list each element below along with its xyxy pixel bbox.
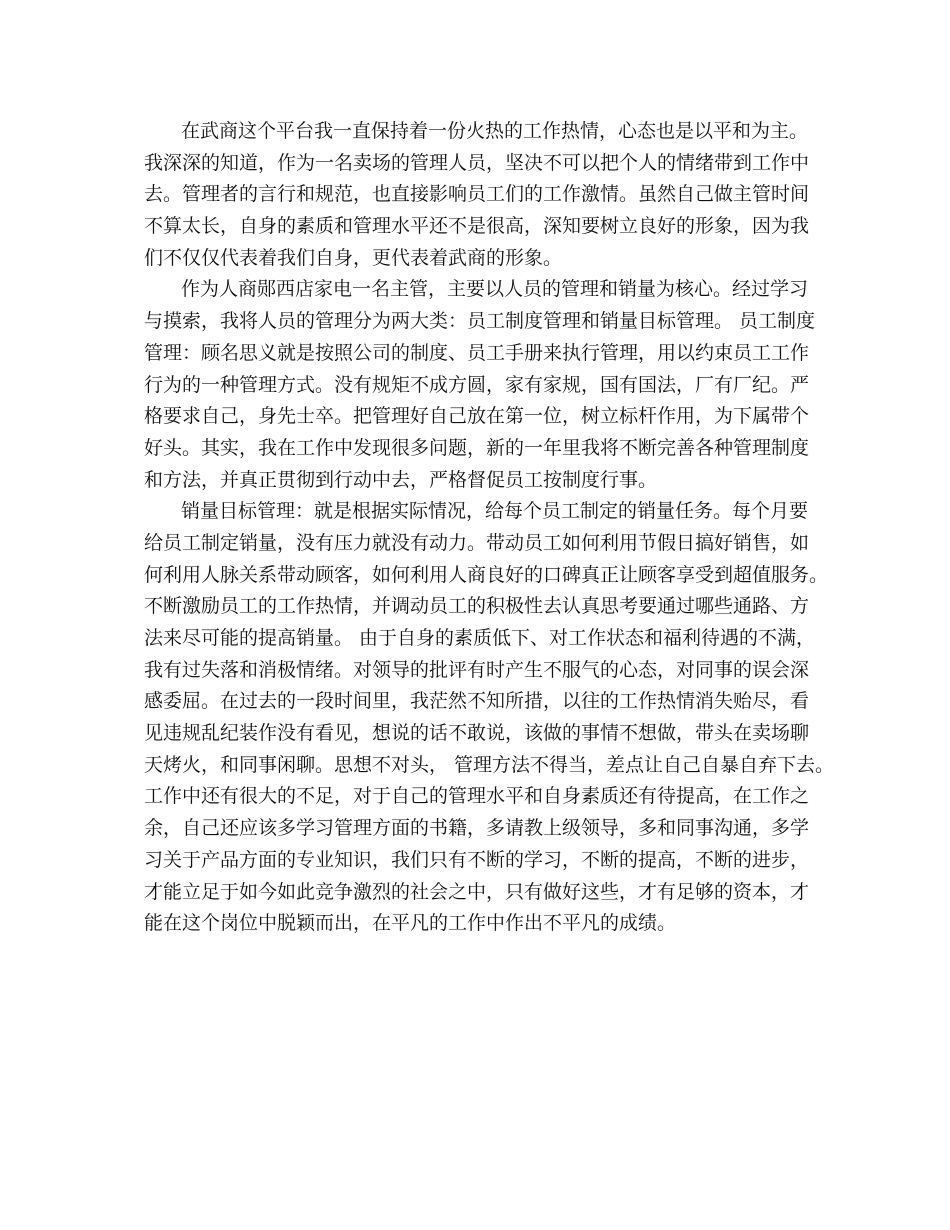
- paragraph-3-line-9: 天烤火，和同事闲聊。思想不对头， 管理方法不得当，差点让自己自暴自弃下去。: [144, 753, 835, 776]
- paragraph-3-line-14: 能在这个岗位中脱颖而出，在平凡的工作中作出不平凡的成绩。: [144, 912, 677, 935]
- paragraph-3-line-3: 何利用人脉关系带动顾客，如何利用人商良好的口碑真正让顾客享受到超值服务。: [144, 563, 829, 586]
- body-text: [144, 116, 844, 940]
- paragraph-3-line-10: 工作中还有很大的不足，对于自己的管理水平和自身素质还有待提高，在工作之: [144, 785, 810, 808]
- paragraph-3-line-5: 法来尽可能的提高销量。 由于自身的素质低下、对工作状态和福利待遇的不满，: [144, 627, 816, 649]
- paragraph-2-line-6: 好头。其实，我在工作中发现很多问题，新的一年里我将不断完善各种管理制度: [144, 436, 810, 459]
- paragraph-2-line-1: 作为人商郧西店家电一名主管，主要以人员的管理和销量为核心。经过学习: [181, 278, 809, 301]
- paragraph-3-line-6: 我有过失落和消极情绪。对领导的批评有时产生不服气的心态，对同事的误会深: [144, 658, 810, 681]
- paragraph-1-line-4: 不算太长，自身的素质和管理水平还不是很高，深知要树立良好的形象，因为我: [144, 215, 810, 238]
- paragraph-1-line-5: 们不仅仅代表着我们自身，更代表着武商的形象。: [144, 246, 563, 269]
- paragraph-2-line-2: 与摸索，我将人员的管理分为两大类：员工制度管理和销量目标管理。 员工制度: [144, 310, 816, 333]
- paragraph-3-line-4: 不断激励员工的工作热情，并调动员工的积极性去认真思考要通过哪些通路、方: [144, 595, 810, 618]
- paragraph-1-line-2: 我深深的知道，作为一名卖场的管理人员，坚决不可以把个人的情绪带到工作中: [144, 151, 810, 174]
- paragraph-3-line-11: 余，自己还应该多学习管理方面的书籍，多请教上级领导，多和同事沟通，多学: [144, 817, 810, 840]
- paragraph-2-line-3: 管理：顾名思义就是按照公司的制度、员工手册来执行管理，用以约束员工工作: [144, 341, 810, 364]
- paragraph-3-line-12: 习关于产品方面的专业知识，我们只有不断的学习，不断的提高，不断的进步，: [144, 848, 810, 871]
- paragraph-1-line-1: 在武商这个平台我一直保持着一份火热的工作热情，心态也是以平和为主。: [181, 120, 809, 142]
- paragraph-3-line-2: 给员工制定销量，没有压力就没有动力。带动员工如何利用节假日搞好销售，如: [144, 531, 810, 554]
- paragraph-2-line-5: 格要求自己，身先士卒。把管理好自己放在第一位，树立标杆作用，为下属带个: [144, 405, 810, 428]
- paragraph-3-line-1: 销量目标管理：就是根据实际情况，给每个员工制定的销量任务。每个月要: [181, 500, 809, 523]
- paragraph-2-line-4: 行为的一种管理方式。没有规矩不成方圆，家有家规，国有国法，厂有厂纪。严: [144, 373, 810, 396]
- paragraph-2-line-7: 和方法，并真正贯彻到行动中去，严格督促员工按制度行事。: [144, 468, 658, 491]
- paragraph-1-line-3: 去。管理者的言行和规范，也直接影响员工们的工作激情。虽然自己做主管时间: [144, 183, 810, 206]
- paragraph-3-line-7: 感委屈。在过去的一段时间里，我茫然不知所措，以往的工作热情消失贻尽，看: [144, 690, 810, 713]
- paragraph-3-line-8: 见违规乱纪装作没有看见，想说的话不敢说，该做的事情不想做，带头在卖场聊: [144, 722, 810, 745]
- paragraph-3-line-13: 才能立足于如今如此竞争激烈的社会之中，只有做好这些，才有足够的资本，才: [144, 880, 810, 903]
